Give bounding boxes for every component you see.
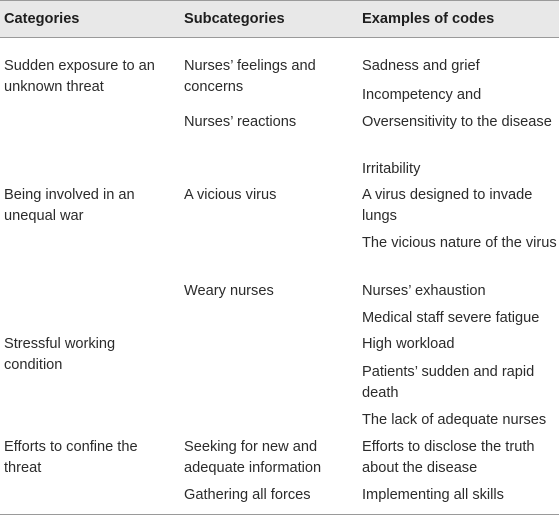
subcategory-cell: Nurses’ reactions: [184, 114, 297, 130]
header-examples: Examples of codes: [362, 11, 495, 27]
header-categories: Categories: [4, 11, 80, 27]
subcategory-cell: Seeking for new and adequate information: [184, 439, 322, 476]
code-cell: The vicious nature of the virus: [362, 235, 557, 251]
subcategory-cell: Nurses’ feelings and concerns: [184, 58, 316, 95]
category-cell: Sudden exposure to an unknown threat: [4, 58, 155, 95]
code-cell: Efforts to disclose the truth about the disease: [362, 439, 535, 476]
code-cell: Sadness and grief: [362, 58, 480, 74]
header-subcategories: Subcategories: [184, 11, 285, 27]
code-cell: The lack of adequate nurses: [362, 412, 547, 428]
code-cell: Irritability: [362, 161, 421, 177]
code-cell: Nurses’ exhaustion: [362, 283, 486, 299]
subcategory-cell: A vicious virus: [184, 187, 277, 203]
subcategory-cell: Gathering all forces: [184, 487, 311, 503]
code-cell: Incompetency and: [362, 87, 482, 103]
category-cell: Efforts to confine the threat: [4, 439, 138, 476]
category-cell: Being involved in an unequal war: [4, 187, 135, 224]
code-cell: Implementing all skills: [362, 487, 504, 503]
code-cell: Oversensitivity to the disease: [362, 114, 552, 130]
code-cell: High workload: [362, 336, 455, 352]
subcategory-cell: Weary nurses: [184, 283, 274, 299]
bottom-rule: [0, 514, 559, 515]
code-cell: Patients’ sudden and rapid death: [362, 364, 535, 401]
code-cell: A virus designed to invade lungs: [362, 187, 533, 224]
code-cell: Medical staff severe fatigue: [362, 310, 540, 326]
category-cell: Stressful working condition: [4, 336, 116, 373]
